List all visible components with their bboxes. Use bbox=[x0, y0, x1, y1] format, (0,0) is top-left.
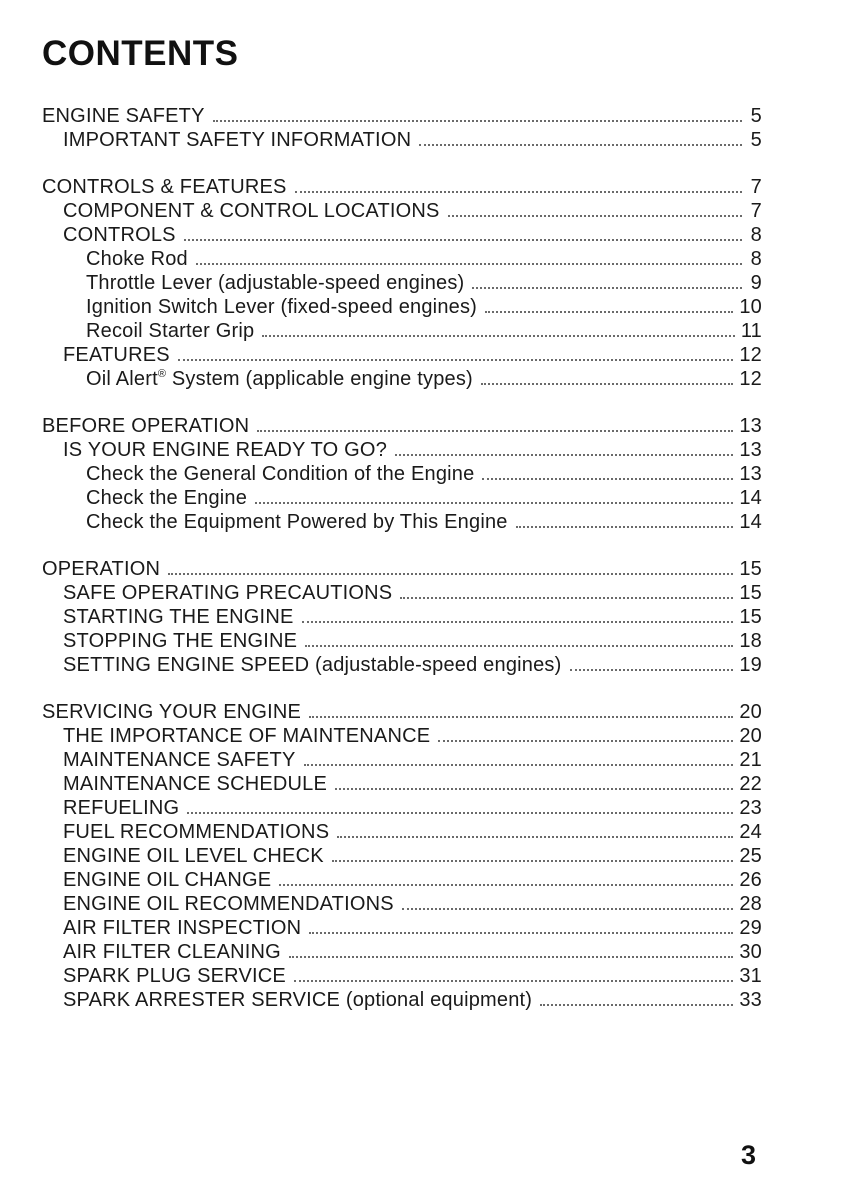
toc-entry[interactable] bbox=[42, 772, 762, 796]
toc-entry-page: 13 bbox=[739, 415, 762, 437]
page-title: CONTENTS bbox=[42, 34, 239, 73]
dot-leader bbox=[448, 214, 742, 217]
toc-entry-page: 15 bbox=[739, 606, 762, 628]
toc-entry-page: 25 bbox=[739, 845, 762, 867]
toc-entry-label-text: FEATURES bbox=[63, 344, 170, 366]
toc-entry-label bbox=[63, 844, 324, 868]
toc-entry[interactable] bbox=[42, 724, 762, 748]
toc-entry-label bbox=[86, 486, 247, 510]
toc-entry-label-text: Recoil Starter Grip bbox=[86, 320, 255, 342]
toc-entry[interactable] bbox=[42, 438, 762, 462]
toc-entry-label bbox=[63, 772, 327, 796]
toc-entry-label-text: Oil Alert bbox=[86, 368, 158, 390]
toc-entry[interactable] bbox=[42, 700, 762, 724]
registered-mark: ® bbox=[157, 368, 167, 380]
dot-leader bbox=[257, 429, 733, 432]
toc-entry-page: 9 bbox=[750, 272, 762, 294]
toc-entry-page: 20 bbox=[739, 701, 762, 723]
toc-entry-label bbox=[42, 414, 249, 438]
toc-entry-page: 10 bbox=[739, 296, 762, 318]
dot-leader bbox=[419, 143, 742, 146]
toc-entry[interactable] bbox=[42, 868, 762, 892]
toc-entry-label-text: CONTROLS bbox=[63, 224, 176, 246]
toc-entry-page: 21 bbox=[739, 749, 762, 771]
dot-leader bbox=[295, 190, 742, 193]
toc-entry-page: 13 bbox=[739, 439, 762, 461]
dot-leader bbox=[289, 955, 733, 958]
toc-entry-label-suffix: System (applicable engine types) bbox=[166, 368, 473, 390]
dot-leader bbox=[516, 525, 734, 528]
toc-entry-page: 26 bbox=[739, 869, 762, 891]
toc-entry[interactable] bbox=[42, 748, 762, 772]
toc-entry[interactable] bbox=[42, 581, 762, 605]
toc-entry-page: 7 bbox=[750, 176, 762, 198]
toc-entry-page: 28 bbox=[739, 893, 762, 915]
toc-entry-label bbox=[63, 605, 294, 629]
toc-entry-label-text: SAFE OPERATING PRECAUTIONS bbox=[63, 582, 393, 604]
dot-leader bbox=[570, 668, 734, 671]
toc-entry-label bbox=[63, 629, 297, 653]
toc-entry-label bbox=[63, 940, 281, 964]
table-of-contents bbox=[42, 104, 762, 1035]
toc-entry-page: 31 bbox=[739, 965, 762, 987]
dot-leader bbox=[485, 310, 733, 313]
toc-entry-label bbox=[42, 104, 205, 128]
toc-entry-page: 14 bbox=[739, 511, 762, 533]
toc-entry-page: 15 bbox=[739, 558, 762, 580]
toc-entry-label-text: ENGINE OIL RECOMMENDATIONS bbox=[63, 893, 394, 915]
dot-leader bbox=[213, 119, 742, 122]
toc-entry-page: 5 bbox=[750, 129, 762, 151]
toc-entry-page: 15 bbox=[739, 582, 762, 604]
dot-leader bbox=[438, 739, 733, 742]
dot-leader bbox=[309, 715, 733, 718]
toc-entry[interactable] bbox=[42, 844, 762, 868]
toc-entry-label-text: FUEL RECOMMENDATIONS bbox=[63, 821, 330, 843]
dot-leader bbox=[337, 835, 733, 838]
toc-entry-label-text: THE IMPORTANCE OF MAINTENANCE bbox=[63, 725, 431, 747]
toc-entry-label-text: IS YOUR ENGINE READY TO GO? bbox=[63, 439, 388, 461]
toc-entry-label bbox=[63, 964, 286, 988]
toc-section bbox=[42, 104, 762, 152]
toc-entry[interactable] bbox=[42, 964, 762, 988]
dot-leader bbox=[335, 787, 733, 790]
toc-entry-page: 14 bbox=[739, 487, 762, 509]
toc-entry-label-text: OPERATION bbox=[42, 558, 161, 580]
toc-entry-label bbox=[63, 581, 392, 605]
toc-entry-label-text: REFUELING bbox=[63, 797, 180, 819]
toc-entry-page: 11 bbox=[740, 320, 762, 342]
toc-entry[interactable] bbox=[42, 510, 762, 534]
toc-entry-page: 30 bbox=[739, 941, 762, 963]
toc-entry-label bbox=[86, 367, 473, 391]
toc-entry-page: 12 bbox=[739, 368, 762, 390]
dot-leader bbox=[294, 979, 733, 982]
dot-leader bbox=[168, 572, 733, 575]
dot-leader bbox=[309, 931, 733, 934]
toc-entry-label-text: STOPPING THE ENGINE bbox=[63, 630, 298, 652]
toc-entry-label bbox=[63, 916, 301, 940]
page-number: 3 bbox=[741, 1140, 757, 1170]
toc-section bbox=[42, 175, 762, 391]
toc-entry-page: 12 bbox=[739, 344, 762, 366]
dot-leader bbox=[305, 644, 733, 647]
toc-entry[interactable] bbox=[42, 796, 762, 820]
toc-entry-label bbox=[86, 295, 477, 319]
toc-entry[interactable] bbox=[42, 605, 762, 629]
toc-entry[interactable] bbox=[42, 892, 762, 916]
toc-entry-label-text: SETTING ENGINE SPEED (adjustable-speed engines) bbox=[63, 654, 562, 676]
toc-entry-page: 19 bbox=[739, 654, 762, 676]
toc-entry-label-text: AIR FILTER CLEANING bbox=[63, 941, 281, 963]
toc-entry-page: 7 bbox=[750, 200, 762, 222]
toc-entry-label-text: SPARK PLUG SERVICE bbox=[63, 965, 286, 987]
dot-leader bbox=[279, 883, 733, 886]
dot-leader bbox=[481, 382, 733, 385]
toc-entry-label-text: COMPONENT & CONTROL LOCATIONS bbox=[63, 200, 440, 222]
toc-section bbox=[42, 700, 762, 1012]
toc-entry-label bbox=[63, 199, 440, 223]
toc-entry-label-text: Ignition Switch Lever (fixed-speed engines) bbox=[86, 296, 478, 318]
toc-entry[interactable] bbox=[42, 295, 762, 319]
toc-entry-page: 20 bbox=[739, 725, 762, 747]
toc-entry[interactable] bbox=[42, 653, 762, 677]
toc-entry[interactable] bbox=[42, 916, 762, 940]
toc-entry-label-text: STARTING THE ENGINE bbox=[63, 606, 294, 628]
toc-entry-page: 8 bbox=[750, 248, 762, 270]
toc-entry-label bbox=[86, 247, 188, 271]
toc-entry-page: 18 bbox=[739, 630, 762, 652]
toc-entry[interactable] bbox=[42, 557, 762, 581]
toc-entry[interactable] bbox=[42, 988, 762, 1012]
toc-entry-page: 29 bbox=[739, 917, 762, 939]
toc-entry-label bbox=[42, 175, 287, 199]
toc-entry-label-text: IMPORTANT SAFETY INFORMATION bbox=[63, 129, 412, 151]
toc-entry-label-text: MAINTENANCE SCHEDULE bbox=[63, 773, 328, 795]
toc-entry-page: 13 bbox=[739, 463, 762, 485]
toc-section bbox=[42, 557, 762, 677]
toc-entry-label-text: Throttle Lever (adjustable-speed engines) bbox=[86, 272, 465, 294]
toc-entry-label-text: SERVICING YOUR ENGINE bbox=[42, 701, 302, 723]
toc-entry[interactable] bbox=[42, 128, 762, 152]
toc-entry[interactable] bbox=[42, 820, 762, 844]
toc-entry-label bbox=[63, 748, 296, 772]
toc-entry-label bbox=[63, 128, 411, 152]
toc-entry[interactable] bbox=[42, 367, 762, 391]
toc-entry-label-text: BEFORE OPERATION bbox=[42, 415, 250, 437]
toc-entry-label bbox=[86, 319, 254, 343]
toc-entry-label bbox=[42, 557, 160, 581]
toc-entry[interactable] bbox=[42, 940, 762, 964]
dot-leader bbox=[472, 286, 742, 289]
toc-entry-label-text: Check the Equipment Powered by This Engine bbox=[86, 511, 508, 533]
toc-entry-label bbox=[63, 892, 394, 916]
toc-entry-label bbox=[42, 700, 301, 724]
dot-leader bbox=[262, 334, 735, 337]
toc-entry-label-text: Check the General Condition of the Engine bbox=[86, 463, 475, 485]
toc-entry-label-text: Choke Rod bbox=[86, 248, 188, 270]
toc-entry-label bbox=[63, 343, 170, 367]
toc-entry[interactable] bbox=[42, 175, 762, 199]
dot-leader bbox=[332, 859, 734, 862]
toc-entry[interactable] bbox=[42, 462, 762, 486]
toc-entry[interactable] bbox=[42, 247, 762, 271]
dot-leader bbox=[540, 1003, 733, 1006]
toc-entry-page: 23 bbox=[739, 797, 762, 819]
toc-entry-label-text: SPARK ARRESTER SERVICE (optional equipment) bbox=[63, 989, 533, 1011]
toc-entry-label bbox=[63, 868, 271, 892]
toc-entry-label bbox=[86, 271, 464, 295]
toc-entry-page: 22 bbox=[739, 773, 762, 795]
toc-entry[interactable] bbox=[42, 414, 762, 438]
toc-entry-label-text: ENGINE OIL LEVEL CHECK bbox=[63, 845, 324, 867]
dot-leader bbox=[400, 596, 733, 599]
toc-entry[interactable] bbox=[42, 104, 762, 128]
dot-leader bbox=[302, 620, 734, 623]
toc-entry[interactable] bbox=[42, 271, 762, 295]
toc-entry-label-text: ENGINE OIL CHANGE bbox=[63, 869, 272, 891]
toc-entry-label-text: MAINTENANCE SAFETY bbox=[63, 749, 296, 771]
dot-leader bbox=[304, 763, 734, 766]
dot-leader bbox=[196, 262, 742, 265]
toc-entry-label bbox=[86, 510, 508, 534]
toc-entry[interactable] bbox=[42, 199, 762, 223]
toc-entry-label-text: AIR FILTER INSPECTION bbox=[63, 917, 302, 939]
toc-entry-label-text: CONTROLS & FEATURES bbox=[42, 176, 287, 198]
dot-leader bbox=[184, 238, 742, 241]
toc-entry[interactable] bbox=[42, 223, 762, 247]
toc-entry-page: 24 bbox=[739, 821, 762, 843]
toc-entry-label-text: Check the Engine bbox=[86, 487, 248, 509]
toc-entry-label bbox=[63, 820, 329, 844]
toc-entry[interactable] bbox=[42, 319, 762, 343]
dot-leader bbox=[178, 358, 734, 361]
toc-entry-label-text: ENGINE SAFETY bbox=[42, 105, 205, 127]
dot-leader bbox=[255, 501, 733, 504]
toc-entry-page: 8 bbox=[750, 224, 762, 246]
toc-entry[interactable] bbox=[42, 629, 762, 653]
toc-entry[interactable] bbox=[42, 343, 762, 367]
toc-entry[interactable] bbox=[42, 486, 762, 510]
toc-entry-label bbox=[86, 462, 474, 486]
dot-leader bbox=[402, 907, 734, 910]
toc-entry-label bbox=[63, 223, 176, 247]
toc-entry-page: 5 bbox=[750, 105, 762, 127]
dot-leader bbox=[395, 453, 733, 456]
dot-leader bbox=[482, 477, 733, 480]
toc-section bbox=[42, 414, 762, 534]
toc-entry-page: 33 bbox=[739, 989, 762, 1011]
toc-entry-label bbox=[63, 653, 562, 677]
toc-entry-label bbox=[63, 988, 532, 1012]
dot-leader bbox=[187, 811, 733, 814]
toc-entry-label bbox=[63, 796, 179, 820]
toc-entry-label bbox=[63, 724, 430, 748]
toc-entry-label bbox=[63, 438, 387, 462]
